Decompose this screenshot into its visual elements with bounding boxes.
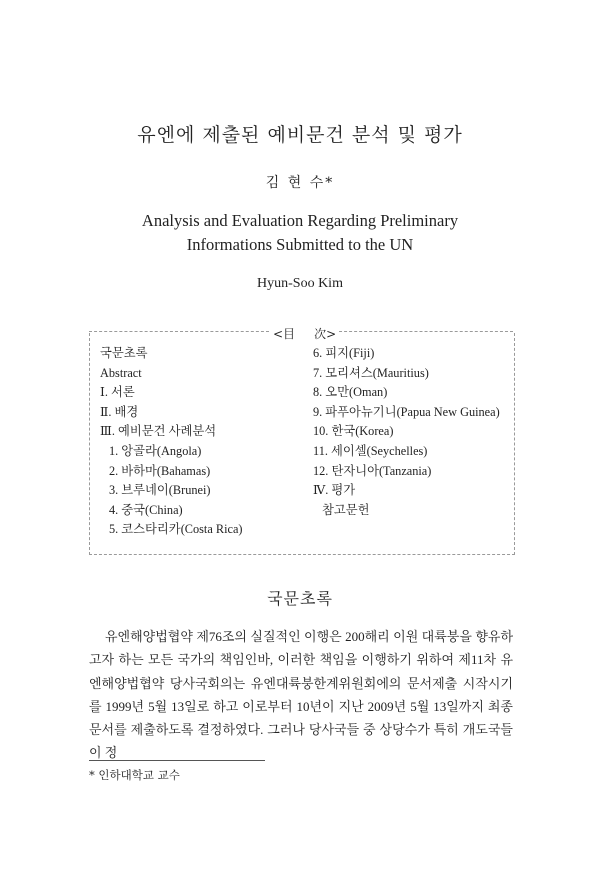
paper-title-korean: 유엔에 제출된 예비문건 분석 및 평가 (137, 124, 463, 146)
toc-item: 국문초록 (100, 346, 148, 360)
toc-item: 4. 중국(China) (109, 502, 183, 517)
footnote: * 인하대학교 교수 (89, 768, 180, 782)
toc-item: 1. 앙골라(Angola) (109, 443, 202, 458)
toc-item: 5. 코스타리카(Costa Rica) (109, 522, 243, 537)
toc-item: Abstract (100, 365, 142, 380)
toc-item: Ⅱ. 배경 (100, 404, 139, 419)
toc-left-column (100, 344, 243, 540)
toc-item: 9. 파푸아뉴기니(Papua New Guinea) (313, 404, 500, 419)
section-heading: 국문초록 (267, 589, 333, 608)
toc-item: 2. 바하마(Bahamas) (109, 463, 211, 478)
toc-item: 12. 탄자니아(Tanzania) (313, 463, 432, 478)
title-english-line-2: Informations Submitted to the UN (186, 235, 414, 254)
toc-item: Ⅰ. 서론 (100, 385, 135, 400)
toc-item: Ⅳ. 평가 (313, 483, 356, 498)
toc-item: 10. 한국(Korea) (313, 424, 394, 439)
toc-item: 8. 오만(Oman) (313, 385, 388, 400)
author-english: Hyun-Soo Kim (257, 276, 343, 291)
toc-heading: <目 次> (273, 327, 337, 341)
toc-right-column (313, 344, 500, 520)
toc-item: 6. 피지(Fiji) (313, 346, 375, 360)
paper-title-english (0, 209, 600, 257)
toc-item: 3. 브루네이(Brunei) (109, 483, 211, 498)
title-english-line-1: Analysis and Evaluation Regarding Preliminary (141, 211, 459, 230)
footnote-divider (89, 760, 265, 761)
toc-item: 참고문헌 (322, 502, 370, 517)
author-korean: 김 현 수* (265, 175, 335, 191)
toc-item: 11. 세이셀(Seychelles) (313, 443, 428, 458)
toc-item: Ⅲ. 예비문건 사례분석 (100, 424, 217, 439)
abstract-paragraph: 유엔해양법협약 제76조의 실질적인 이행은 200해리 이원 대륙붕을 향유하고자 하는 모든 국가의 책임인바, 이러한 책임을 이행하기 위하여 제11차 유엔해양법협약 당사국회의는 유엔대륙붕한계위원회에의 문서제출 시작시기를 1999년 5월 13일로 하고 이로부터 10년이 지난 2009년 5월 13일까지 최종문서를 제출하도록 결정하였다. 그러나 당사국들 중 상당수가 특히 개도국들이 정 (89, 629, 513, 761)
toc-item: 7. 모리셔스(Mauritius) (313, 365, 429, 380)
